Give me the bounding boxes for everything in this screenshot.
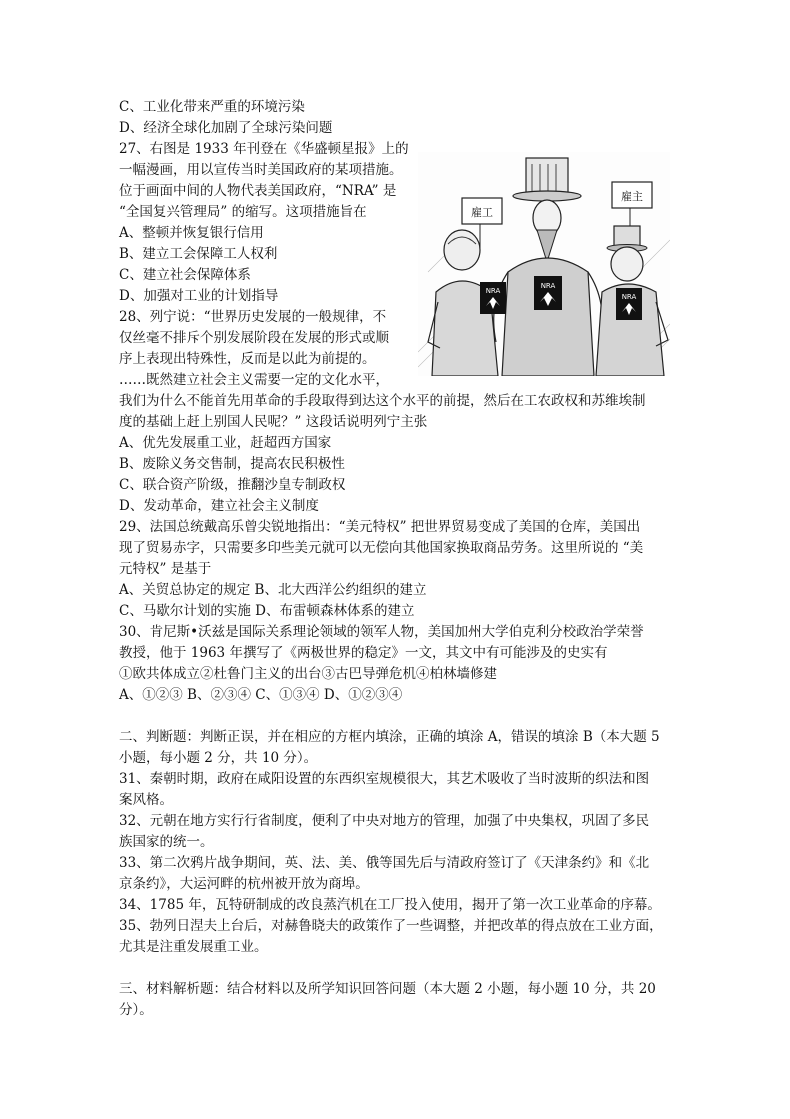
employer-nra-badge: [616, 288, 642, 320]
question-27-line: “全国复兴管理局” 的缩写。这项措施旨在: [119, 204, 367, 220]
option-27d: D、加强对工业的计划指导: [119, 288, 279, 304]
question-35-line: 35、勃列日涅夫上台后，对赫鲁晓夫的政策作了一些调整，并把改革的得点放在工业方面，: [119, 918, 663, 934]
question-29-line: 29、法国总统戴高乐曾尖锐地指出：“美元特权” 把世界贸易变成了美国的仓库，美国出: [119, 519, 641, 535]
options-29cd: C、马歇尔计划的实施 D、布雷顿森林体系的建立: [119, 603, 415, 619]
option-28b: B、废除义务交售制，提高农民积极性: [119, 456, 345, 472]
section-2-heading: 小题，每小题 2 分，共 10 分）。: [119, 750, 318, 766]
question-30-line: 教授，他于 1963 年撰写了《两极世界的稳定》一文，其文中有可能涉及的史实有: [119, 645, 608, 661]
options-30: A、①②③ B、②③④ C、①③④ D、①②③④: [119, 687, 403, 703]
option-28d: D、发动革命，建立社会主义制度: [119, 498, 319, 514]
question-27-line: 位于画面中间的人物代表美国政府，“NRA” 是: [119, 183, 397, 199]
badge-label-right: NRA: [621, 293, 637, 301]
section-3-heading: 三、材料解析题：结合材料以及所学知识回答问题（本大题 2 小题，每小题 10 分，共 20: [119, 981, 656, 997]
option-28c: C、联合资产阶级，推翻沙皇专制政权: [119, 477, 346, 493]
question-27-line: 27、右图是 1933 年刊登在《华盛顿星报》上的: [119, 141, 409, 157]
option-27a: A、整顿并恢复银行信用: [119, 225, 264, 241]
options-29ab: A、关贸总协定的规定 B、北大西洋公约组织的建立: [119, 582, 427, 598]
option-27d-prev: D、经济全球化加剧了全球污染问题: [119, 120, 333, 136]
question-30-facts: ①欧共体成立②杜鲁门主义的出台③古巴导弹危机④柏林墙修建: [119, 666, 497, 682]
question-33-line: 京条约》，大运河畔的杭州被开放为商埠。: [119, 876, 369, 892]
question-30-line: 30、肯尼斯•沃兹是国际关系理论领域的领军人物，美国加州大学伯克利分校政治学荣誉: [119, 624, 644, 640]
question-35-line: 尤其是注重发展重工业。: [119, 939, 268, 955]
section-2-heading: 二、判断题：判断正误，并在相应的方框内填涂，正确的填涂 A，错误的填涂 B（本大题 5: [119, 729, 660, 745]
question-32-line: 族国家的统一。: [119, 834, 214, 850]
question-29-line: 现了贸易赤字，只需要多印些美元就可以无偿向其他国家换取商品劳务。这里所说的 “美: [119, 540, 644, 556]
option-27c: C、建立社会保障体系: [119, 267, 251, 283]
question-28-line: 我们为什么不能首先用革命的手段取得到达这个水平的前提，然后在工农政权和苏维埃制: [119, 393, 646, 409]
worker-nra-badge: [480, 282, 506, 314]
badge-label-left: NRA: [485, 287, 501, 295]
question-31-line: 案风格。: [119, 792, 173, 808]
worker-label: 雇工: [471, 206, 493, 219]
section-3-heading: 分）。: [119, 1002, 153, 1018]
badge-label-center: NRA: [540, 282, 556, 290]
option-28a: A、优先发展重工业，赶超西方国家: [119, 435, 332, 451]
question-34-line: 34、1785 年，瓦特研制成的改良蒸汽机在工厂投入使用，揭开了第一次工业革命的序幕。: [119, 897, 661, 913]
question-28-line: ……既然建立社会主义需要一定的文化水平，: [119, 372, 389, 388]
government-nra-badge: [534, 276, 562, 310]
question-28-line: 28、列宁说：“世界历史发展的一般规律，不: [119, 309, 387, 325]
question-28-line: 仅丝毫不排斥个别发展阶段在发展的形式或顺: [119, 330, 389, 346]
nra-cartoon: [418, 152, 670, 376]
question-28-line: 度的基础上赶上别国人民呢？” 这段话说明列宁主张: [119, 414, 428, 430]
question-28-line: 序上表现出特殊性，反而是以此为前提的。: [119, 351, 376, 367]
question-33-line: 33、第二次鸦片战争期间，英、法、美、俄等国先后与清政府签订了《天津条约》和《北: [119, 855, 650, 871]
employer-label: 雇主: [621, 190, 643, 203]
option-27b: B、建立工会保障工人权利: [119, 246, 278, 262]
question-31-line: 31、秦朝时期，政府在咸阳设置的东西织室规模很大，其艺术吸收了当时波斯的织法和图: [119, 771, 650, 787]
question-29-line: 元特权” 是基于: [119, 561, 212, 577]
question-32-line: 32、元朝在地方实行行省制度，便利了中央对地方的管理，加强了中央集权，巩固了多民: [119, 813, 650, 829]
option-27c-prev: C、工业化带来严重的环境污染: [119, 99, 305, 115]
question-27-line: 一幅漫画，用以宣传当时美国政府的某项措施。: [119, 162, 403, 178]
